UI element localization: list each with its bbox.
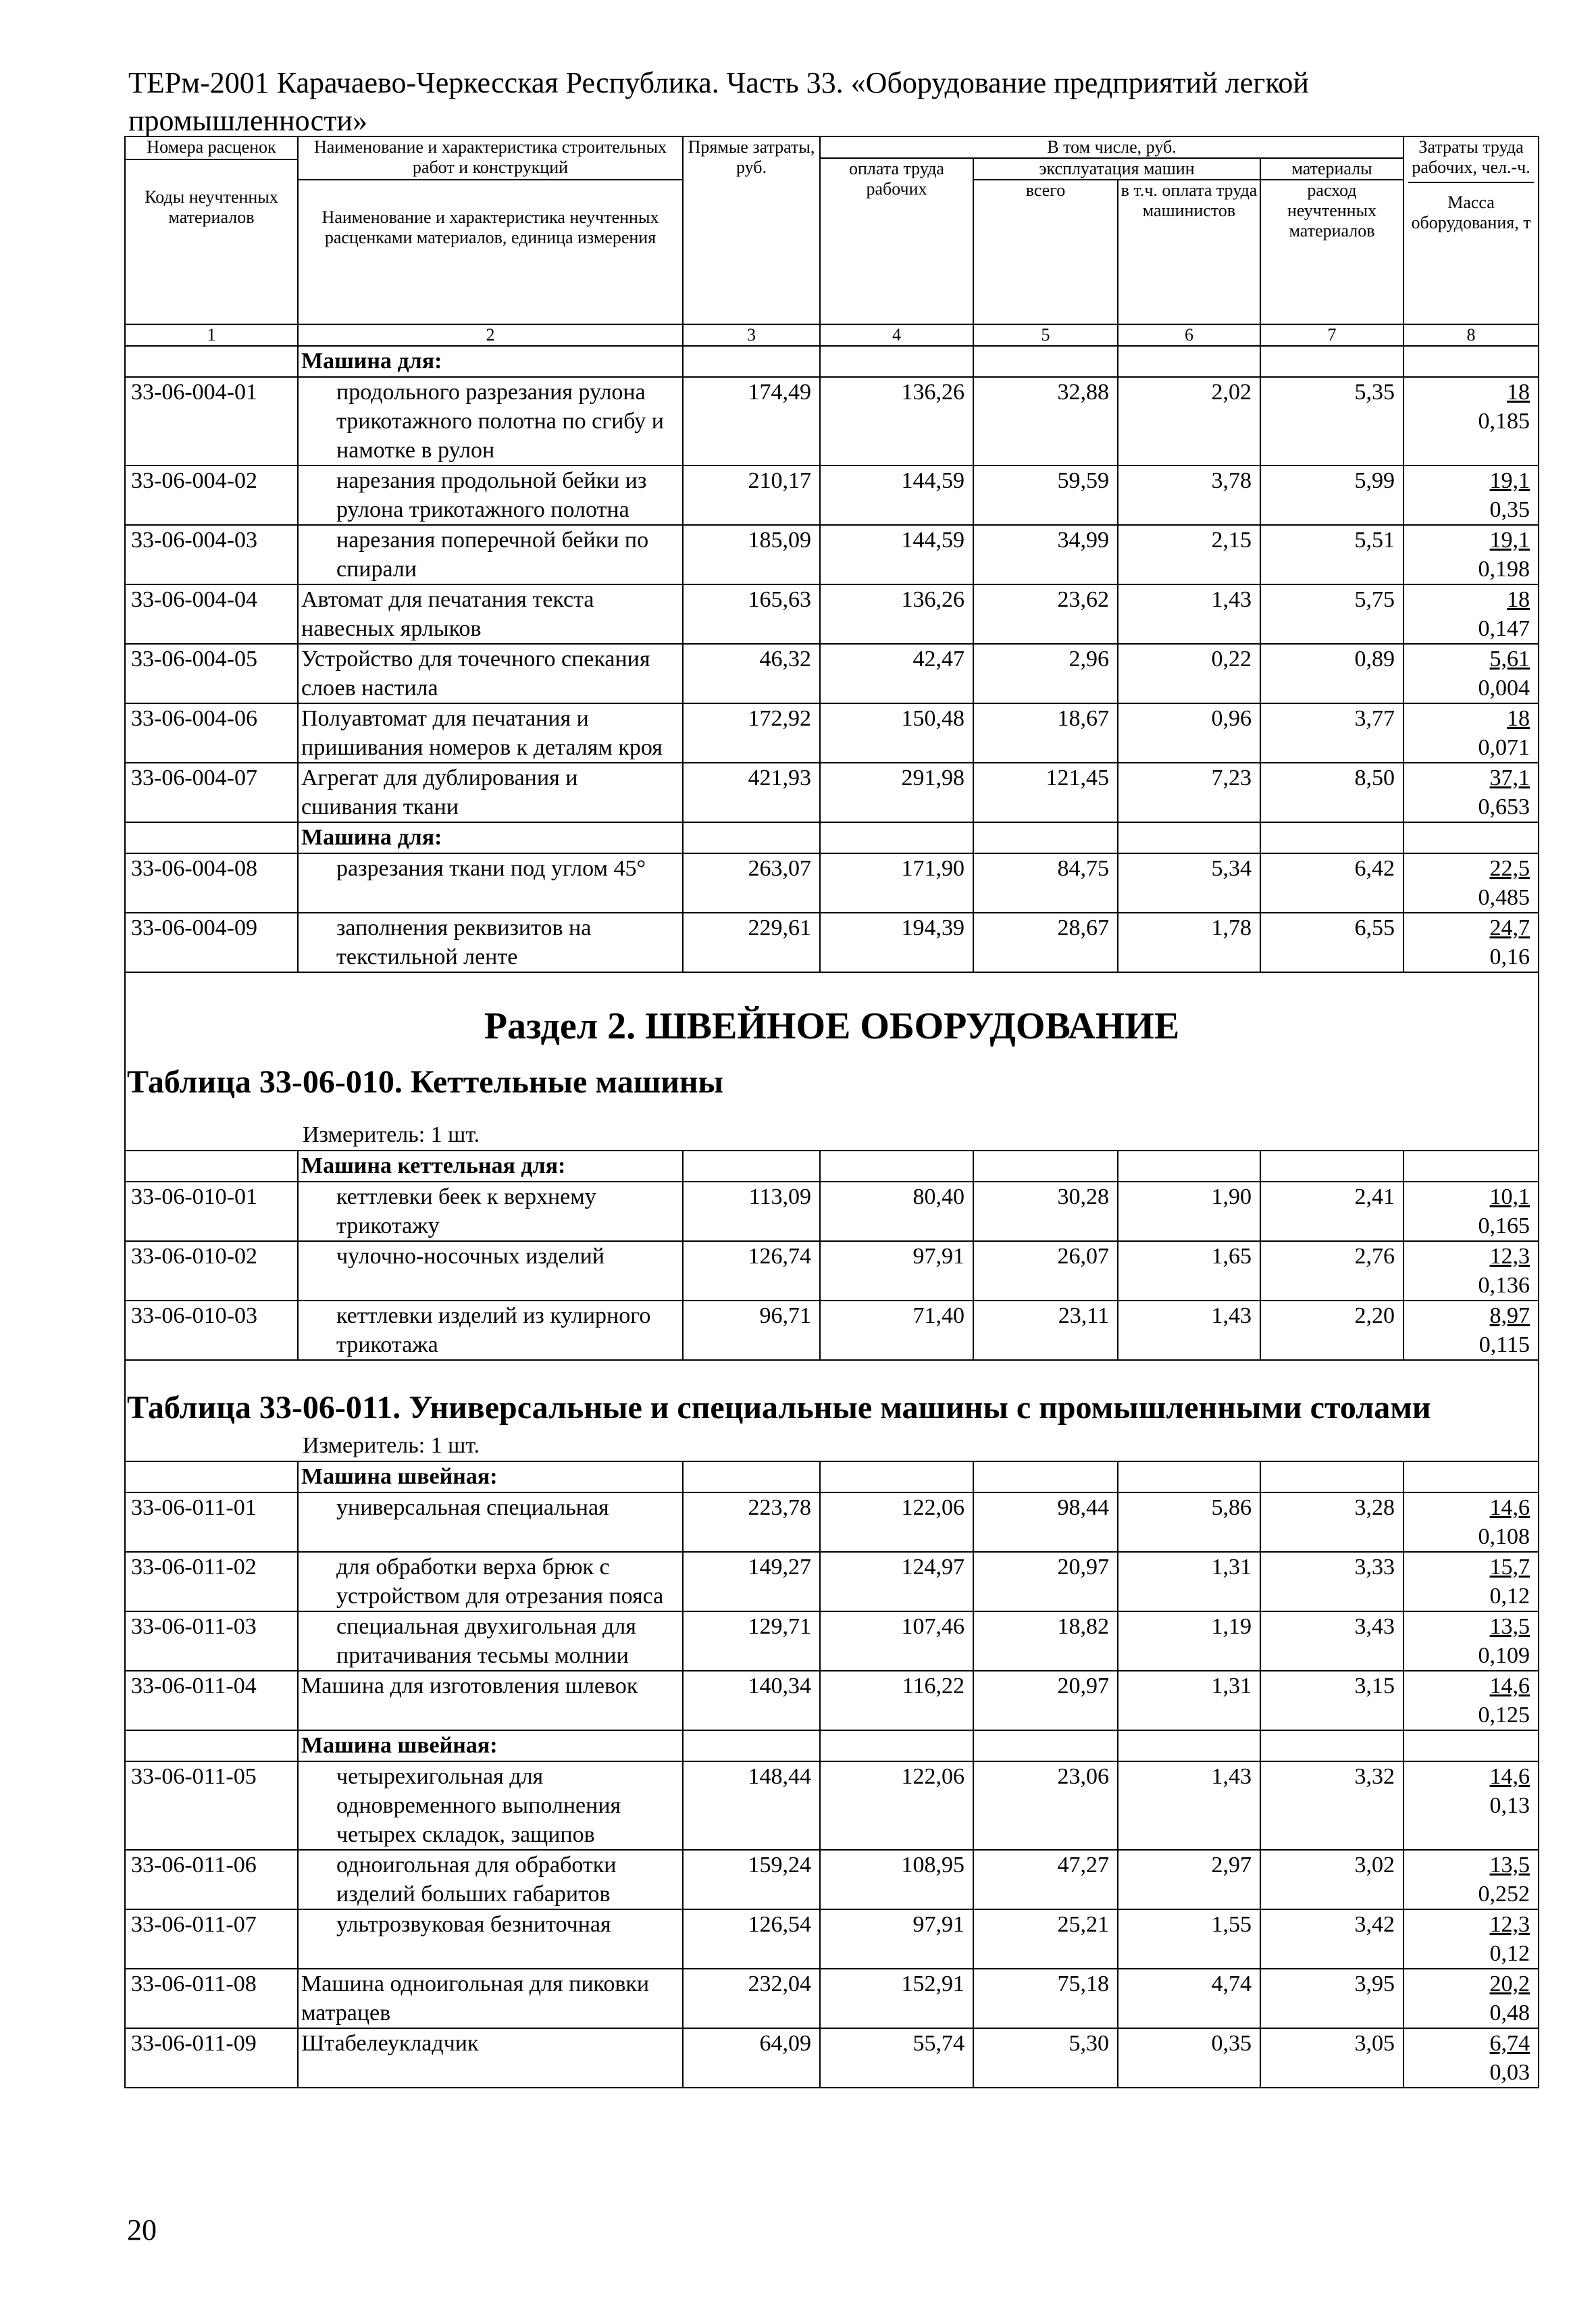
col-number: 1 — [125, 324, 298, 346]
row-mach-wage: 0,35 — [1118, 2028, 1260, 2088]
col-number: 2 — [298, 324, 683, 346]
row-code: 33-06-004-06 — [125, 703, 298, 763]
row-mass: 0,109 — [1478, 1643, 1530, 1668]
row-mach-wage: 4,74 — [1118, 1969, 1260, 2028]
row-mat: 3,32 — [1260, 1761, 1404, 1850]
row-labor-mass — [1404, 644, 1539, 703]
row-labor: 20,2 — [1489, 1971, 1530, 1996]
row-direct: 165,63 — [683, 584, 820, 644]
row-mat: 3,33 — [1260, 1552, 1404, 1611]
row-mach-wage: 1,43 — [1118, 1761, 1260, 1850]
table-title: Таблица 33-06-010. Кеттельные машины — [127, 1064, 724, 1100]
row-labor: 15,7 — [1489, 1555, 1530, 1580]
row-mat: 3,15 — [1260, 1671, 1404, 1730]
row-direct: 46,32 — [683, 644, 820, 703]
row-wage: 71,40 — [820, 1301, 973, 1360]
section-row — [125, 972, 1539, 1151]
row-labor-mass — [1404, 1671, 1539, 1730]
row-wage: 122,06 — [820, 1761, 973, 1850]
table-meter: Измеритель: 1 шт. — [303, 1122, 480, 1147]
row-mass: 0,004 — [1478, 676, 1530, 701]
table-row — [125, 1850, 1539, 1909]
row-code: 33-06-004-03 — [125, 525, 298, 584]
row-mass: 0,12 — [1489, 1584, 1530, 1609]
group-label: Машина для: — [298, 346, 683, 377]
row-mass: 0,115 — [1478, 1332, 1530, 1357]
row-mach: 5,30 — [973, 2028, 1118, 2088]
section-title: Раздел 2. ШВЕЙНОЕ ОБОРУДОВАНИЕ — [484, 1005, 1180, 1047]
row-mat: 2,20 — [1260, 1301, 1404, 1360]
row-code: 33-06-011-01 — [125, 1492, 298, 1552]
col-header-incl: В том числе, руб. — [820, 136, 1404, 158]
row-mach: 18,67 — [973, 703, 1118, 763]
row-wage: 97,91 — [820, 1909, 973, 1969]
row-wage: 291,98 — [820, 763, 973, 822]
row-labor: 18 — [1507, 706, 1530, 731]
col-number: 7 — [1260, 324, 1404, 346]
row-direct: 210,17 — [683, 466, 820, 525]
column-numbers-row — [125, 324, 1539, 346]
row-name: Агрегат для дублирования и сшивания ткани — [298, 763, 683, 822]
row-labor-mass — [1404, 525, 1539, 584]
table-row — [125, 1552, 1539, 1611]
row-mat: 3,05 — [1260, 2028, 1404, 2088]
row-mass: 0,136 — [1478, 1273, 1530, 1298]
row-labor-mass — [1404, 1492, 1539, 1552]
row-labor: 19,1 — [1489, 528, 1530, 553]
row-labor-mass — [1404, 853, 1539, 913]
row-mass: 0,252 — [1478, 1882, 1530, 1907]
group-label: Машина для: — [298, 822, 683, 853]
row-code: 33-06-010-02 — [125, 1241, 298, 1301]
table-row — [125, 763, 1539, 822]
row-direct: 64,09 — [683, 2028, 820, 2088]
row-wage: 171,90 — [820, 853, 973, 913]
row-mach-wage: 7,23 — [1118, 763, 1260, 822]
row-name: одноигольная для обработки изделий больших габаритов — [298, 1850, 683, 1909]
row-direct: 148,44 — [683, 1761, 820, 1850]
row-mass: 0,03 — [1489, 2060, 1530, 2085]
row-name: специальная двухигольная для притачивания тесьмы молнии — [298, 1611, 683, 1671]
table-row — [125, 913, 1539, 972]
col-header-labor: Затраты труда рабочих, чел.-ч. Масса оборудования, т — [1404, 136, 1539, 324]
row-labor: 6,74 — [1489, 2031, 1530, 2056]
row-labor-mass — [1404, 913, 1539, 972]
row-wage: 122,06 — [820, 1492, 973, 1552]
row-mat: 3,77 — [1260, 703, 1404, 763]
row-labor-mass — [1404, 584, 1539, 644]
row-mach-wage: 0,22 — [1118, 644, 1260, 703]
row-labor-mass — [1404, 703, 1539, 763]
row-mat: 3,28 — [1260, 1492, 1404, 1552]
row-mach-wage: 1,19 — [1118, 1611, 1260, 1671]
row-labor: 12,3 — [1489, 1912, 1530, 1937]
row-name: кеттлевки изделий из кулирного трикотажа — [298, 1301, 683, 1360]
row-mach: 20,97 — [973, 1671, 1118, 1730]
row-mass: 0,185 — [1478, 409, 1530, 434]
row-wage: 150,48 — [820, 703, 973, 763]
row-mat: 5,51 — [1260, 525, 1404, 584]
col-header-direct: Прямые затраты, руб. — [683, 136, 820, 324]
section-row — [125, 1360, 1539, 1461]
row-labor-mass — [1404, 1301, 1539, 1360]
row-mach: 98,44 — [973, 1492, 1118, 1552]
col-header-wage: оплата труда рабочих — [820, 158, 973, 324]
table-row — [125, 1241, 1539, 1301]
row-mass: 0,13 — [1489, 1793, 1530, 1818]
row-direct: 232,04 — [683, 1969, 820, 2028]
group-row — [125, 346, 1539, 377]
row-wage: 124,97 — [820, 1552, 973, 1611]
row-wage: 152,91 — [820, 1969, 973, 2028]
row-mach-wage: 1,31 — [1118, 1671, 1260, 1730]
table-row — [125, 644, 1539, 703]
row-wage: 80,40 — [820, 1182, 973, 1241]
row-mach: 28,67 — [973, 913, 1118, 972]
row-code: 33-06-004-05 — [125, 644, 298, 703]
row-mat: 5,75 — [1260, 584, 1404, 644]
row-wage: 144,59 — [820, 525, 973, 584]
row-code: 33-06-004-02 — [125, 466, 298, 525]
table-row — [125, 584, 1539, 644]
row-mass: 0,147 — [1478, 616, 1530, 641]
table-row — [125, 853, 1539, 913]
row-labor: 37,1 — [1489, 765, 1530, 790]
page-number: 20 — [127, 2213, 157, 2246]
row-labor: 18 — [1507, 587, 1530, 612]
row-mach: 23,06 — [973, 1761, 1118, 1850]
row-wage: 136,26 — [820, 584, 973, 644]
col-number: 3 — [683, 324, 820, 346]
row-code: 33-06-011-04 — [125, 1671, 298, 1730]
group-label: Машина кеттельная для: — [298, 1151, 683, 1182]
row-mach: 18,82 — [973, 1611, 1118, 1671]
row-code: 33-06-004-07 — [125, 763, 298, 822]
row-mach-wage: 1,78 — [1118, 913, 1260, 972]
row-mach: 75,18 — [973, 1969, 1118, 2028]
group-row — [125, 1151, 1539, 1182]
row-name: четырехигольная для одновременного выполнения четырех складок, защипов — [298, 1761, 683, 1850]
row-mach: 2,96 — [973, 644, 1118, 703]
table-title: Таблица 33-06-011. Универсальные и специальные машины с промышленными столами — [127, 1390, 1431, 1426]
row-mach-wage: 1,55 — [1118, 1909, 1260, 1969]
row-labor: 14,6 — [1489, 1764, 1530, 1789]
row-code: 33-06-011-02 — [125, 1552, 298, 1611]
row-mach: 84,75 — [973, 853, 1118, 913]
row-mach: 25,21 — [973, 1909, 1118, 1969]
row-name: продольного разрезания рулона трикотажного полотна по сгибу и намотке в рулон — [298, 377, 683, 466]
row-labor: 14,6 — [1489, 1674, 1530, 1699]
table-row — [125, 1182, 1539, 1241]
row-labor-mass — [1404, 763, 1539, 822]
row-name: Машина для изготовления шлевок — [298, 1671, 683, 1730]
row-labor: 8,97 — [1489, 1303, 1530, 1328]
row-mass: 0,198 — [1478, 557, 1530, 582]
group-label: Машина швейная: — [298, 1730, 683, 1761]
row-code: 33-06-011-05 — [125, 1761, 298, 1850]
row-direct: 185,09 — [683, 525, 820, 584]
row-name: кеттлевки беек к верхнему трикотажу — [298, 1182, 683, 1241]
col-header-materials: материалы — [1260, 158, 1404, 180]
row-mass: 0,48 — [1489, 2001, 1530, 2026]
table-row — [125, 1301, 1539, 1360]
row-direct: 126,74 — [683, 1241, 820, 1301]
group-row — [125, 1730, 1539, 1761]
row-mach: 34,99 — [973, 525, 1118, 584]
row-wage: 144,59 — [820, 466, 973, 525]
row-wage: 108,95 — [820, 1850, 973, 1909]
row-labor: 13,5 — [1489, 1853, 1530, 1878]
row-mach: 121,45 — [973, 763, 1118, 822]
row-direct: 223,78 — [683, 1492, 820, 1552]
row-mach-wage: 5,86 — [1118, 1492, 1260, 1552]
row-mass: 0,12 — [1489, 1941, 1530, 1966]
table-row — [125, 1611, 1539, 1671]
row-mat: 3,43 — [1260, 1611, 1404, 1671]
row-labor-mass — [1404, 1182, 1539, 1241]
row-name: нарезания продольной бейки из рулона трикотажного полотна — [298, 466, 683, 525]
row-mach-wage: 1,43 — [1118, 1301, 1260, 1360]
row-code: 33-06-011-07 — [125, 1909, 298, 1969]
row-mach-wage: 1,43 — [1118, 584, 1260, 644]
row-wage: 55,74 — [820, 2028, 973, 2088]
row-mass: 0,165 — [1478, 1213, 1530, 1238]
row-direct: 229,61 — [683, 913, 820, 972]
row-labor-mass — [1404, 1909, 1539, 1969]
row-direct: 421,93 — [683, 763, 820, 822]
row-name: нарезания поперечной бейки по спирали — [298, 525, 683, 584]
row-code: 33-06-004-08 — [125, 853, 298, 913]
table-row — [125, 1969, 1539, 2028]
row-mach-wage: 3,78 — [1118, 466, 1260, 525]
row-wage: 116,22 — [820, 1671, 973, 1730]
row-mass: 0,071 — [1478, 735, 1530, 760]
col-header-codes: Номера расценок Коды неучтенных материалов — [125, 136, 298, 324]
row-labor-mass — [1404, 466, 1539, 525]
col-number: 8 — [1404, 324, 1539, 346]
row-mach: 59,59 — [973, 466, 1118, 525]
row-direct: 140,34 — [683, 1671, 820, 1730]
row-labor-mass — [1404, 1969, 1539, 2028]
row-mat: 3,95 — [1260, 1969, 1404, 2028]
row-direct: 96,71 — [683, 1301, 820, 1360]
row-labor: 13,5 — [1489, 1614, 1530, 1639]
row-mat: 3,02 — [1260, 1850, 1404, 1909]
row-mach: 20,97 — [973, 1552, 1118, 1611]
table-meter: Измеритель: 1 шт. — [303, 1433, 480, 1458]
group-row — [125, 1461, 1539, 1492]
row-direct: 159,24 — [683, 1850, 820, 1909]
row-mat: 6,55 — [1260, 913, 1404, 972]
group-label: Машина швейная: — [298, 1461, 683, 1492]
row-mat: 6,42 — [1260, 853, 1404, 913]
row-mass: 0,125 — [1478, 1703, 1530, 1728]
row-code: 33-06-011-06 — [125, 1850, 298, 1909]
col-header-name: Наименование и характеристика строительных работ и конструкций Наименование и характеристика неучтенных расценками материалов, единица измерения — [298, 136, 683, 324]
row-direct: 149,27 — [683, 1552, 820, 1611]
row-labor: 10,1 — [1489, 1184, 1530, 1209]
row-name: универсальная специальная — [298, 1492, 683, 1552]
row-labor-mass — [1404, 2028, 1539, 2088]
row-labor-mass — [1404, 1241, 1539, 1301]
row-labor: 22,5 — [1489, 856, 1530, 881]
row-name: Автомат для печатания текста навесных ярлыков — [298, 584, 683, 644]
row-mass: 0,35 — [1489, 497, 1530, 522]
row-labor: 5,61 — [1489, 647, 1530, 672]
row-code: 33-06-010-03 — [125, 1301, 298, 1360]
row-mach: 30,28 — [973, 1182, 1118, 1241]
row-name: чулочно-носочных изделий — [298, 1241, 683, 1301]
table-row — [125, 1492, 1539, 1552]
row-mass: 0,653 — [1478, 795, 1530, 820]
row-mach: 26,07 — [973, 1241, 1118, 1301]
row-direct: 174,49 — [683, 377, 820, 466]
table-row — [125, 2028, 1539, 2088]
col-header-mach-total: всего — [973, 180, 1118, 324]
row-mass: 0,485 — [1478, 885, 1530, 910]
row-direct: 126,54 — [683, 1909, 820, 1969]
row-wage: 97,91 — [820, 1241, 973, 1301]
table-row — [125, 1671, 1539, 1730]
row-direct: 129,71 — [683, 1611, 820, 1671]
row-mach-wage: 0,96 — [1118, 703, 1260, 763]
row-code: 33-06-004-09 — [125, 913, 298, 972]
row-mat: 5,99 — [1260, 466, 1404, 525]
col-number: 5 — [973, 324, 1118, 346]
col-header-mach-wage: в т.ч. оплата труда машинистов — [1118, 180, 1260, 324]
row-code: 33-06-011-08 — [125, 1969, 298, 2028]
row-mach: 23,62 — [973, 584, 1118, 644]
row-mach: 32,88 — [973, 377, 1118, 466]
row-wage: 194,39 — [820, 913, 973, 972]
row-code: 33-06-011-03 — [125, 1611, 298, 1671]
col-header-machines: эксплуатация машин — [973, 158, 1260, 180]
row-mat: 3,42 — [1260, 1909, 1404, 1969]
row-mat: 2,76 — [1260, 1241, 1404, 1301]
table-row — [125, 1909, 1539, 1969]
col-header-mat-use: расход неучтенных материалов — [1260, 180, 1404, 324]
row-mach: 47,27 — [973, 1850, 1118, 1909]
row-labor: 14,6 — [1489, 1495, 1530, 1520]
document-header: ТЕРм-2001 Карачаево-Черкесская Республика. Часть 33. «Оборудование предприятий легкой промышленности» — [128, 66, 1309, 137]
row-mach: 23,11 — [973, 1301, 1118, 1360]
row-code: 33-06-004-04 — [125, 584, 298, 644]
row-name: Полуавтомат для печатания и пришивания номеров к деталям кроя — [298, 703, 683, 763]
row-labor-mass — [1404, 1611, 1539, 1671]
row-direct: 263,07 — [683, 853, 820, 913]
row-labor-mass — [1404, 377, 1539, 466]
row-mach-wage: 5,34 — [1118, 853, 1260, 913]
row-mat: 5,35 — [1260, 377, 1404, 466]
row-mass: 0,108 — [1478, 1524, 1530, 1549]
table-row — [125, 1761, 1539, 1850]
row-name: Штабелеукладчик — [298, 2028, 683, 2088]
row-labor-mass — [1404, 1850, 1539, 1909]
table-row — [125, 377, 1539, 466]
table-row — [125, 703, 1539, 763]
row-name: Машина одноигольная для пиковки матрацев — [298, 1969, 683, 2028]
row-labor-mass — [1404, 1552, 1539, 1611]
row-mat: 2,41 — [1260, 1182, 1404, 1241]
row-mat: 0,89 — [1260, 644, 1404, 703]
row-mat: 8,50 — [1260, 763, 1404, 822]
price-table — [124, 136, 1539, 2088]
row-mach-wage: 2,02 — [1118, 377, 1260, 466]
row-wage: 42,47 — [820, 644, 973, 703]
row-labor: 24,7 — [1489, 915, 1530, 940]
row-direct: 172,92 — [683, 703, 820, 763]
row-mach-wage: 1,90 — [1118, 1182, 1260, 1241]
row-mach-wage: 2,97 — [1118, 1850, 1260, 1909]
col-number: 4 — [820, 324, 973, 346]
row-mach-wage: 1,31 — [1118, 1552, 1260, 1611]
row-labor: 19,1 — [1489, 468, 1530, 493]
row-code: 33-06-011-09 — [125, 2028, 298, 2088]
row-mach-wage: 1,65 — [1118, 1241, 1260, 1301]
row-name: Устройство для точечного спекания слоев настила — [298, 644, 683, 703]
row-name: разрезания ткани под углом 45° — [298, 853, 683, 913]
row-name: ультрозвуковая безниточная — [298, 1909, 683, 1969]
table-row — [125, 525, 1539, 584]
row-mach-wage: 2,15 — [1118, 525, 1260, 584]
row-labor: 18 — [1507, 380, 1530, 405]
table-row — [125, 466, 1539, 525]
row-direct: 113,09 — [683, 1182, 820, 1241]
row-code: 33-06-010-01 — [125, 1182, 298, 1241]
col-number: 6 — [1118, 324, 1260, 346]
row-mass: 0,16 — [1489, 945, 1530, 970]
row-code: 33-06-004-01 — [125, 377, 298, 466]
row-name: заполнения реквизитов на текстильной ленте — [298, 913, 683, 972]
row-labor: 12,3 — [1489, 1244, 1530, 1269]
row-name: для обработки верха брюк с устройством для отрезания пояса — [298, 1552, 683, 1611]
group-row — [125, 822, 1539, 853]
row-wage: 136,26 — [820, 377, 973, 466]
row-labor-mass — [1404, 1761, 1539, 1850]
row-wage: 107,46 — [820, 1611, 973, 1671]
